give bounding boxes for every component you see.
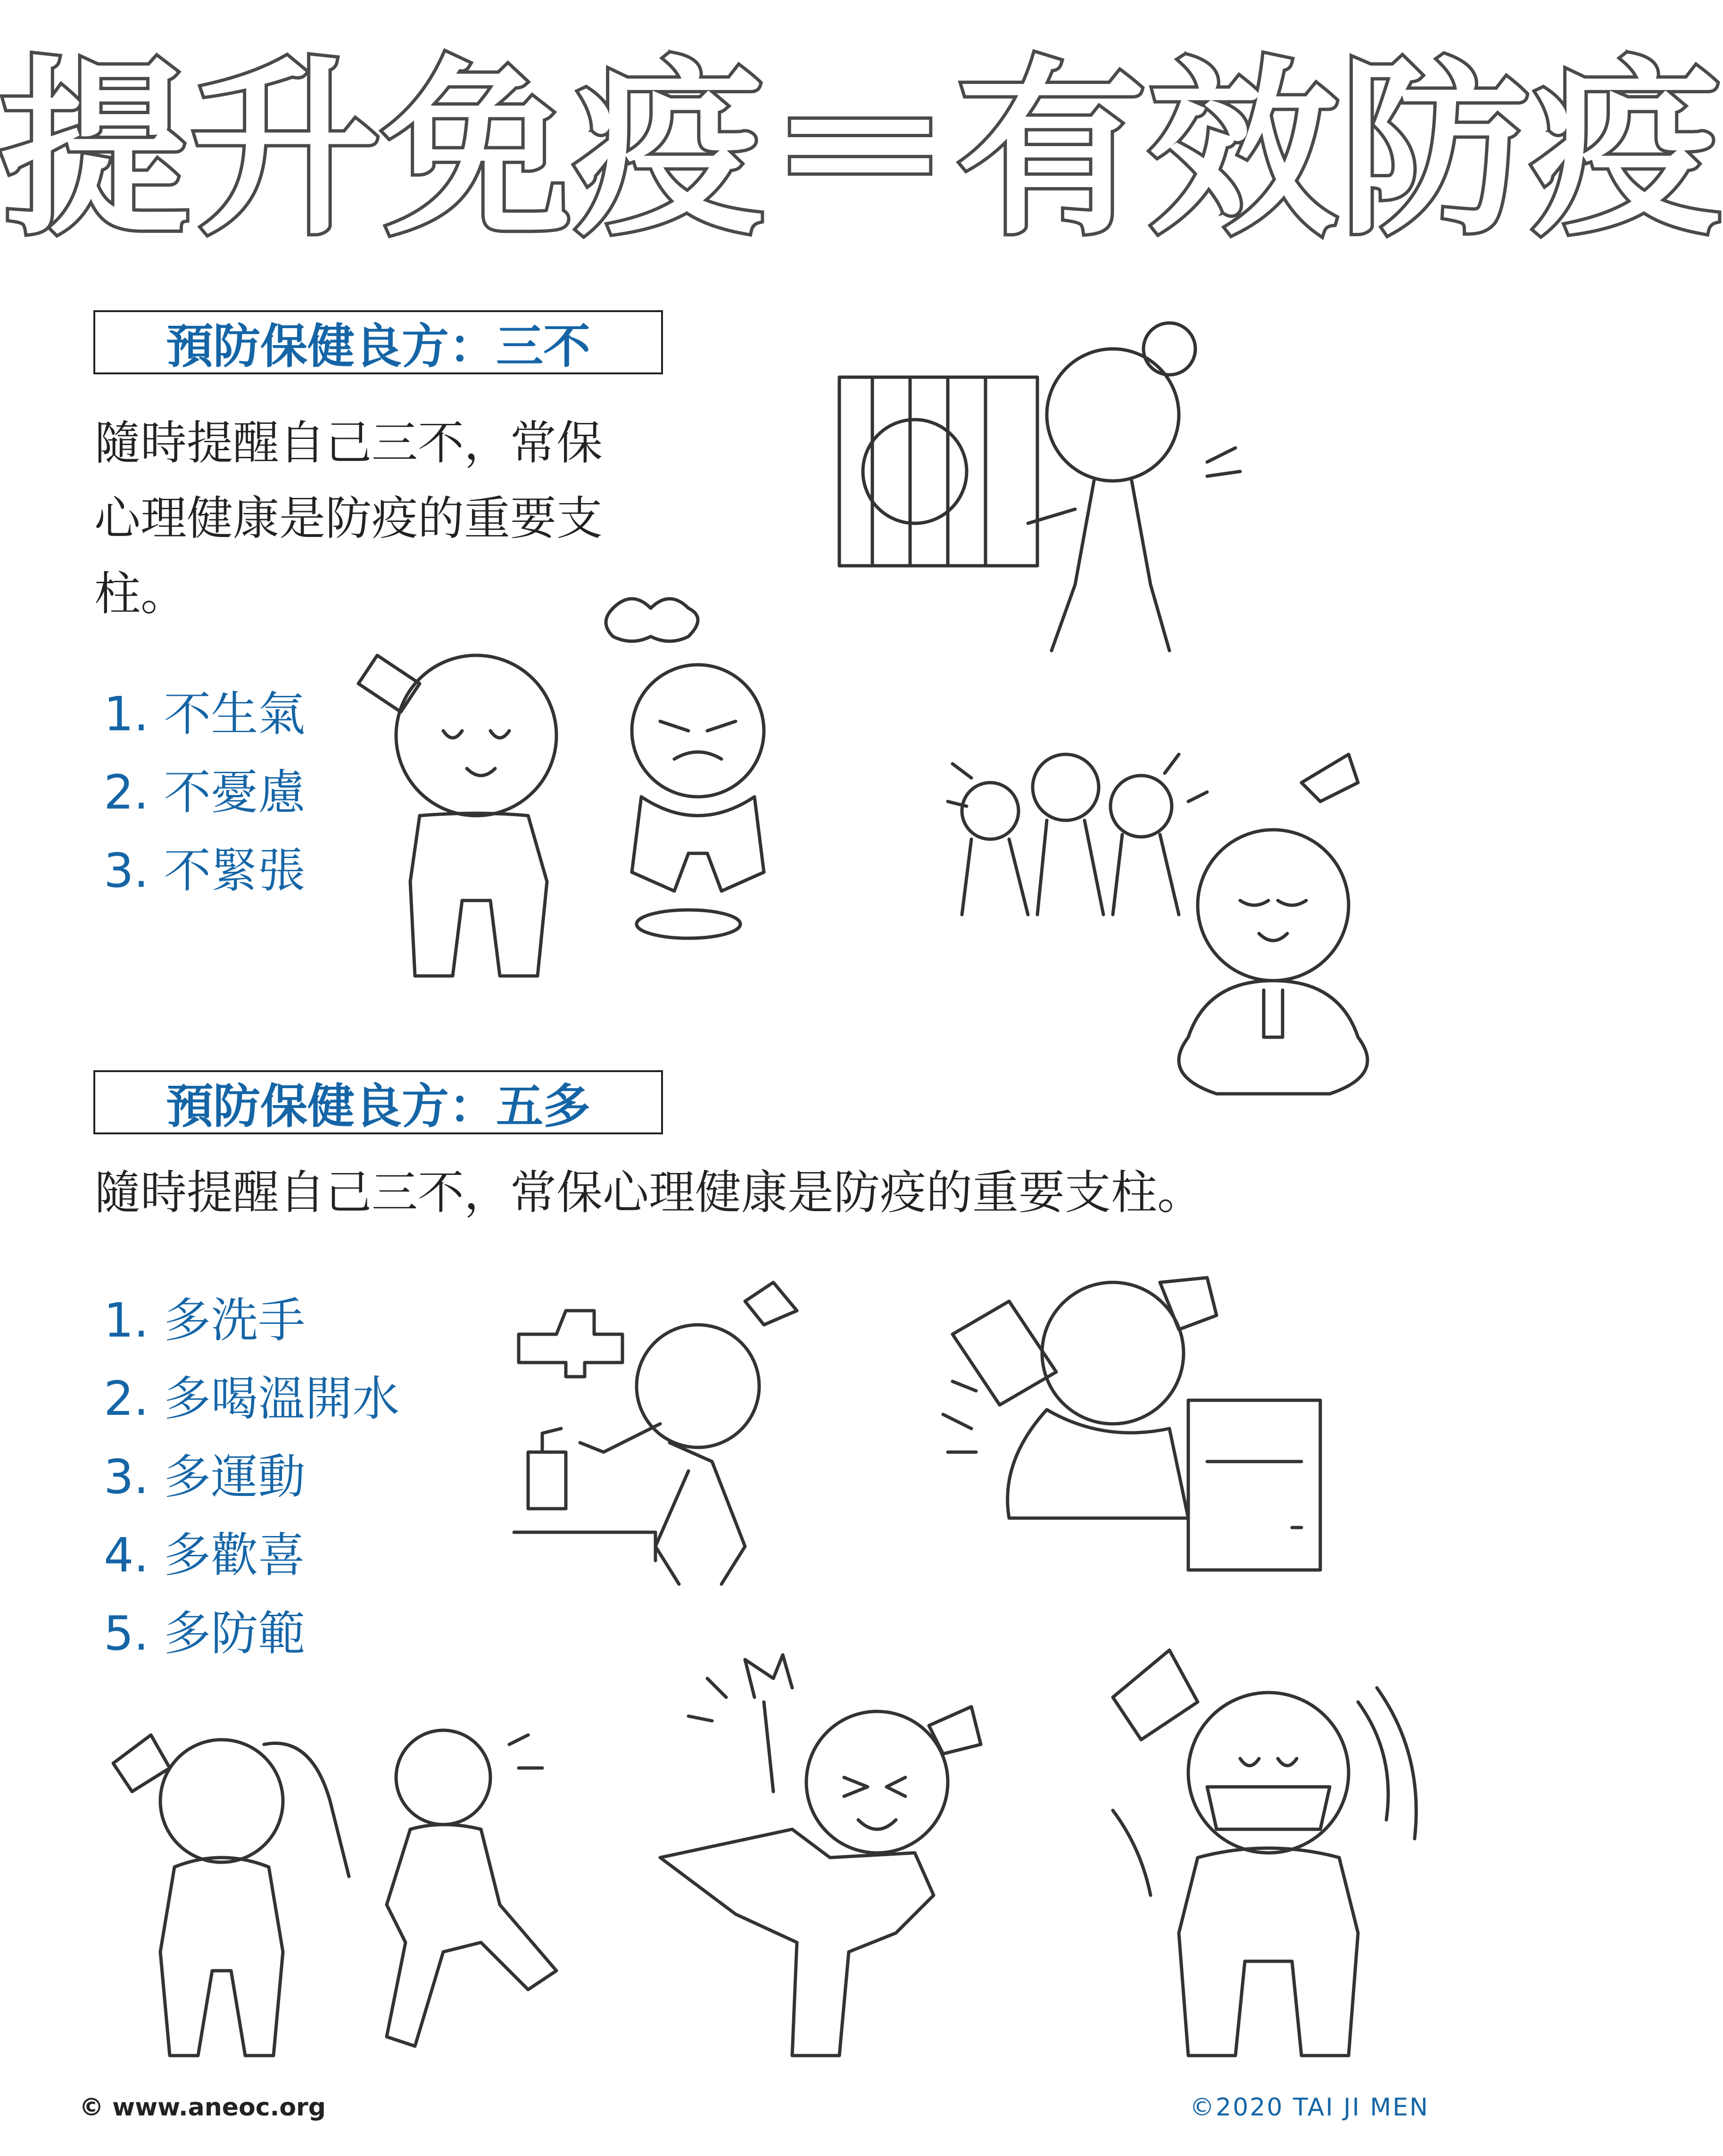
list-item: 3. 不緊張 (104, 843, 306, 898)
paragraph-line: 心理健康是防疫的重要支 (94, 492, 603, 545)
list-item: 1. 多洗手 (104, 1293, 306, 1348)
illustration-washing-hands (500, 1282, 830, 1594)
three-nos-list (104, 675, 305, 910)
list-item: 2. 多喝溫開水 (104, 1371, 400, 1426)
page-title: 提升免疫＝有效防疫 (0, 41, 1723, 260)
five-mores-list (104, 1281, 399, 1673)
section-intro-five-mores: 隨時提醒自己三不，常保心理健康是防疫的重要支柱。 (94, 1166, 1204, 1220)
illustration-exercising (104, 1707, 575, 2065)
illustration-not-worried (943, 735, 1396, 1113)
paragraph-line: 隨時提醒自己三不，常保 (94, 416, 603, 470)
illustration-drinking-water (943, 1273, 1349, 1575)
list-item: 2. 不憂慮 (104, 765, 306, 820)
section-heading-five-mores: 預防保健良方：五多 (93, 1070, 663, 1134)
section-heading-three-nos: 預防保健良方：三不 (93, 310, 663, 374)
list-item: 4. 多歡喜 (104, 1528, 306, 1583)
paragraph-line: 柱。 (94, 567, 187, 621)
list-item: 5. 多防範 (104, 1606, 306, 1661)
footer-website: © www.aneoc.org (79, 2093, 326, 2122)
list-item: 1. 不生氣 (104, 686, 306, 742)
list-item: 3. 多運動 (104, 1449, 306, 1504)
illustration-not-angry (349, 589, 802, 1004)
footer-copyright: ©2020 TAI JI MEN (1190, 2093, 1429, 2122)
illustration-letting-worry-out-of-cage (830, 321, 1245, 669)
illustration-wearing-mask (1094, 1631, 1433, 2065)
illustration-being-joyful (651, 1650, 1028, 2065)
